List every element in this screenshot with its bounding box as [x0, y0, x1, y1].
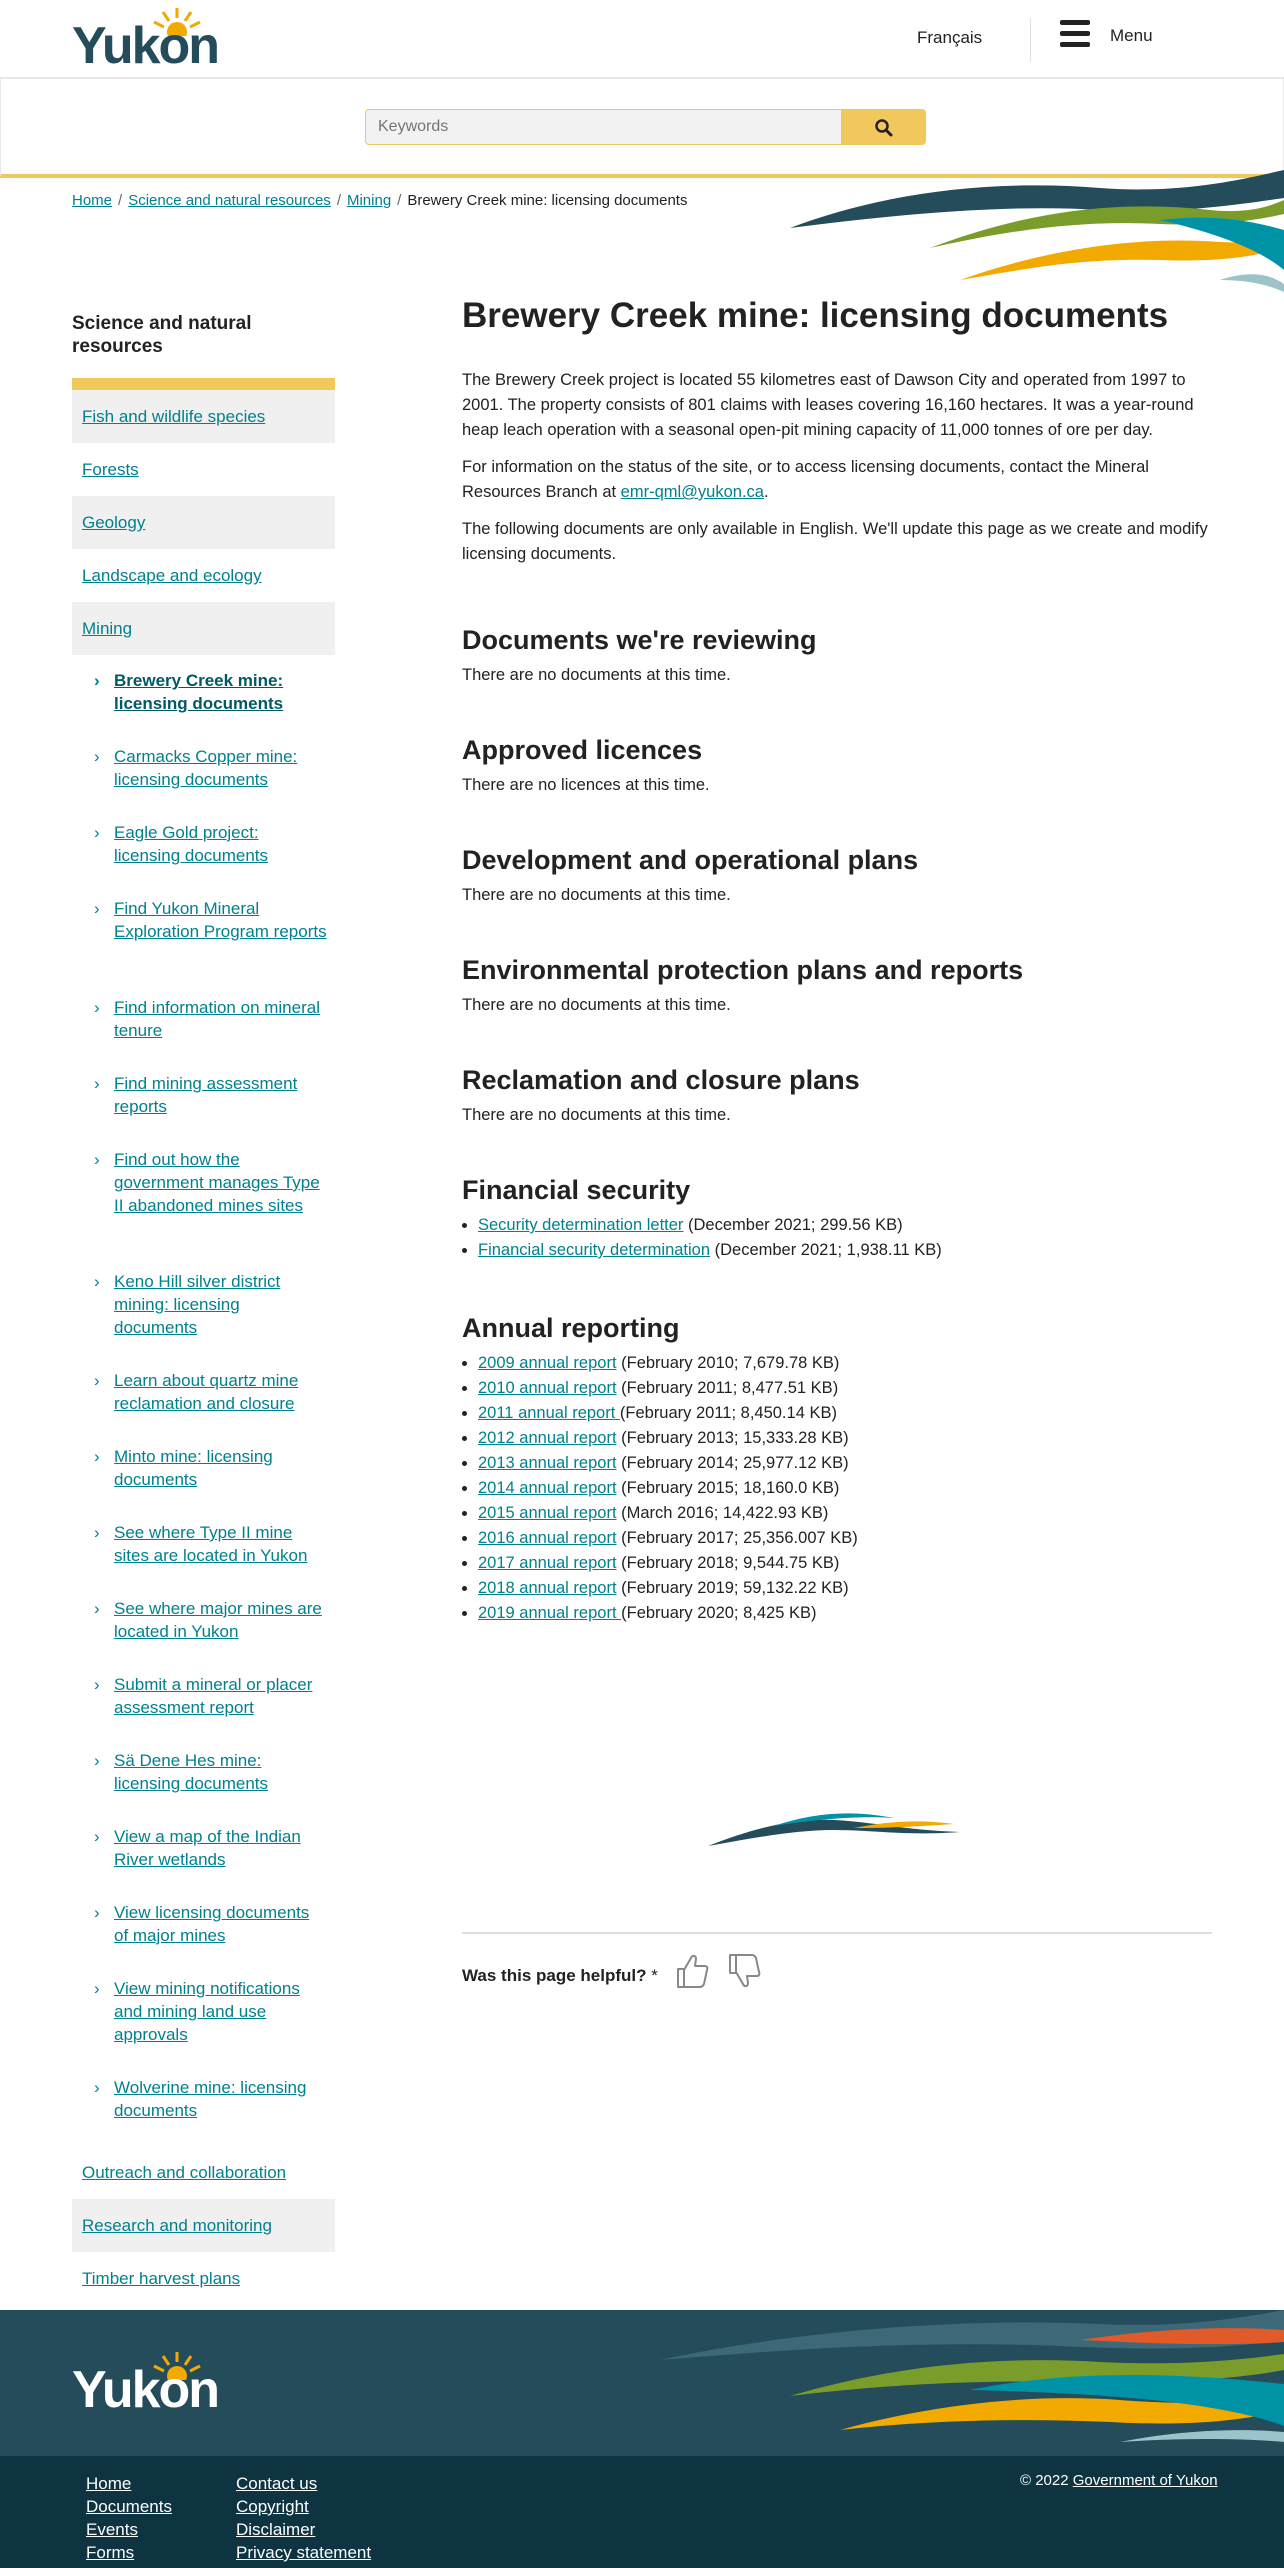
- annual-reporting-heading: Annual reporting: [462, 1313, 680, 1343]
- document-link[interactable]: 2018 annual report: [478, 1579, 617, 1597]
- copyright-notice: © 2022 Government of Yukon: [1020, 2472, 1218, 2489]
- sidebar-subitem[interactable]: › View licensing documents of major mines: [94, 1903, 310, 1945]
- chevron-right-icon: ›: [94, 2078, 100, 2097]
- sidebar-subitem[interactable]: › Keno Hill silver district mining: licensing documents: [94, 1272, 281, 1337]
- chevron-right-icon: ›: [94, 998, 100, 1017]
- decorative-waves-top: [780, 170, 1284, 300]
- sidebar-subitem[interactable]: › Brewery Creek mine: licensing documents: [94, 671, 284, 713]
- footer-bottom: [0, 2456, 1284, 2568]
- list-item: • 2014 annual report (February 2015; 18,160.0 KB): [478, 1476, 1222, 1501]
- footer-link-documents[interactable]: Documents: [86, 2497, 172, 2516]
- intro-paragraph: The Brewery Creek project is located 55 kilometres east of Dawson City and operated from 1997 to 2001. The property consists of 801 claims with leases covering 16,160 hectares. It was a year-round heap leach operation with a seasonal open-pit mining capacity of 11,000 tonnes of ore per day.: [462, 371, 1194, 439]
- footer-links-col2: [236, 2472, 371, 2564]
- chevron-right-icon: ›: [94, 747, 100, 766]
- page-title: Brewery Creek mine: licensing documents: [462, 296, 1169, 335]
- language-toggle-link[interactable]: Français: [917, 28, 983, 47]
- section-text: There are no licences at this time.: [462, 776, 710, 794]
- footer-link-home[interactable]: Home: [86, 2474, 132, 2493]
- contact-email-link[interactable]: emr-qml@yukon.ca: [620, 483, 764, 501]
- section-heading: Approved licences: [462, 735, 703, 765]
- section-heading: Documents we're reviewing: [462, 625, 817, 655]
- sidebar-item-mining[interactable]: Mining: [72, 602, 335, 655]
- breadcrumb-mining[interactable]: Mining: [346, 192, 392, 209]
- english-note-paragraph: The following documents are only available in English. We'll update this page as we create and modify licensing documents.: [462, 520, 1208, 563]
- list-item: • 2010 annual report (February 2011; 8,477.51 KB): [478, 1376, 1222, 1401]
- list-item: • 2017 annual report (February 2018; 9,544.75 KB): [478, 1551, 1222, 1576]
- site-header: [0, 0, 1284, 78]
- footer-link-copyright[interactable]: Copyright: [236, 2497, 309, 2516]
- list-item: • 2012 annual report (February 2013; 15,333.28 KB): [478, 1426, 1222, 1451]
- breadcrumb-science[interactable]: Science and natural resources: [128, 192, 331, 209]
- chevron-right-icon: ›: [94, 1272, 100, 1291]
- document-link[interactable]: 2015 annual report: [478, 1504, 617, 1522]
- sidebar-subitem[interactable]: › Find Yukon Mineral Exploration Program reports: [94, 899, 327, 941]
- chevron-right-icon: ›: [94, 899, 100, 918]
- header-divider: [1030, 18, 1031, 62]
- sidebar-subitem[interactable]: › View a map of the Indian River wetlands: [94, 1827, 301, 1869]
- sidebar-nav: [72, 390, 335, 2305]
- government-link[interactable]: Government of Yukon: [1072, 2472, 1218, 2489]
- document-link[interactable]: Financial security determination: [478, 1241, 711, 1259]
- helpful-question: Was this page helpful? *: [462, 1966, 658, 1985]
- thumbs-down-icon: [726, 1952, 762, 1990]
- sidebar-item-outreach[interactable]: Outreach and collaboration: [82, 2163, 287, 2182]
- list-item: • Security determination letter (December 2021; 299.56 KB): [478, 1213, 1222, 1238]
- document-link[interactable]: 2013 annual report: [478, 1454, 617, 1472]
- sidebar-subitem[interactable]: › Find out how the government manages Type II abandoned mines sites: [94, 1150, 320, 1215]
- chevron-right-icon: ›: [94, 1599, 100, 1618]
- chevron-right-icon: ›: [94, 1675, 100, 1694]
- list-item: • 2019 annual report (February 2020; 8,425 KB): [478, 1601, 1222, 1626]
- list-item: • Financial security determination (December 2021; 1,938.11 KB): [478, 1238, 1222, 1263]
- sidebar-subitem[interactable]: › Find information on mineral tenure: [94, 998, 320, 1040]
- sidebar-subitem[interactable]: › See where major mines are located in Yukon: [94, 1599, 322, 1641]
- thumbs-down-button[interactable]: [726, 1952, 762, 1990]
- chevron-right-icon: ›: [94, 1751, 100, 1770]
- search-band: [0, 78, 1284, 178]
- section-text: There are no documents at this time.: [462, 1106, 731, 1124]
- chevron-right-icon: ›: [94, 1447, 100, 1466]
- sidebar-subitem[interactable]: › Wolverine mine: licensing documents: [94, 2078, 307, 2120]
- document-link[interactable]: 2009 annual report: [478, 1354, 617, 1372]
- main-content: [462, 290, 1222, 1626]
- chevron-right-icon: ›: [94, 1827, 100, 1846]
- chevron-right-icon: ›: [94, 1903, 100, 1922]
- section-heading: Environmental protection plans and reports: [462, 955, 1024, 985]
- thumbs-up-icon: [674, 1952, 710, 1990]
- section-text: There are no documents at this time.: [462, 666, 731, 684]
- list-item: • 2015 annual report (March 2016; 14,422.93 KB): [478, 1501, 1222, 1526]
- sidebar-subitem[interactable]: › Find mining assessment reports: [94, 1074, 298, 1116]
- chevron-right-icon: ›: [94, 1371, 100, 1390]
- document-link[interactable]: 2010 annual report: [478, 1379, 617, 1397]
- document-link[interactable]: Security determination letter: [478, 1216, 684, 1234]
- list-item: • 2016 annual report (February 2017; 25,356.007 KB): [478, 1526, 1222, 1551]
- document-link[interactable]: 2011 annual report: [478, 1404, 620, 1422]
- document-link[interactable]: 2012 annual report: [478, 1429, 617, 1447]
- chevron-right-icon: ›: [94, 823, 100, 842]
- sidebar-subitem[interactable]: › Sä Dene Hes mine: licensing documents: [94, 1751, 269, 1793]
- sidebar-item-landscape[interactable]: Landscape and ecology: [82, 566, 262, 585]
- sidebar-subitem[interactable]: › Eagle Gold project: licensing documents: [94, 823, 269, 865]
- sidebar-title: Science and natural resources: [72, 313, 252, 357]
- sidebar-item-geology[interactable]: Geology: [72, 496, 335, 549]
- feedback-divider: [462, 1932, 1212, 1934]
- financial-docs-list: [462, 1213, 1222, 1263]
- document-link[interactable]: 2016 annual report: [478, 1529, 617, 1547]
- breadcrumb: Home / Science and natural resources / Mining / Brewery Creek mine: licensing documents: [72, 192, 688, 209]
- list-item: • 2013 annual report (February 2014; 25,977.12 KB): [478, 1451, 1222, 1476]
- sidebar-item-research[interactable]: Research and monitoring: [72, 2199, 335, 2252]
- document-link[interactable]: 2017 annual report: [478, 1554, 617, 1572]
- footer-logo-wordmark: Yukon: [72, 2361, 219, 2419]
- section-heading: Reclamation and closure plans: [462, 1065, 860, 1095]
- sidebar-subitem[interactable]: › Submit a mineral or placer assessment report: [94, 1675, 313, 1717]
- sidebar-subitem[interactable]: › Minto mine: licensing documents: [94, 1447, 273, 1489]
- thumbs-up-button[interactable]: [674, 1952, 710, 1990]
- breadcrumb-home[interactable]: Home: [72, 192, 113, 209]
- footer-link-privacy[interactable]: Privacy statement: [236, 2543, 372, 2562]
- footer-link-contact[interactable]: Contact us: [236, 2474, 318, 2493]
- sidebar-subitem[interactable]: › Carmacks Copper mine: licensing documents: [94, 747, 298, 789]
- financial-security-heading: Financial security: [462, 1175, 691, 1205]
- chevron-right-icon: ›: [94, 1074, 100, 1093]
- sidebar-subitem[interactable]: › View mining notifications and mining land use approvals: [94, 1979, 300, 2044]
- chevron-right-icon: ›: [94, 1150, 100, 1169]
- footer-link-forms[interactable]: Forms: [86, 2543, 135, 2562]
- footer-top: [0, 2310, 1284, 2456]
- section-text: There are no documents at this time.: [462, 996, 731, 1014]
- footer-links-col1: [86, 2472, 172, 2564]
- document-link[interactable]: 2019 annual report: [478, 1604, 622, 1622]
- chevron-right-icon: ›: [94, 1979, 100, 1998]
- footer-yukon-logo[interactable]: [72, 2350, 232, 2419]
- section-text: There are no documents at this time.: [462, 886, 731, 904]
- footer-decorative-waves: [640, 2310, 1284, 2456]
- document-link[interactable]: 2014 annual report: [478, 1479, 617, 1497]
- list-item: • 2009 annual report (February 2010; 7,679.78 KB): [478, 1351, 1222, 1376]
- sidebar-subitem[interactable]: › See where Type II mine sites are located in Yukon: [94, 1523, 308, 1565]
- sidebar-item-forests[interactable]: Forests: [82, 460, 139, 479]
- breadcrumb-current: Brewery Creek mine: licensing documents: [407, 192, 688, 209]
- annual-docs-list: [462, 1351, 1222, 1626]
- contact-paragraph: For information on the status of the site, or to access licensing documents, contact the Mineral Resources Branch at emr-qml@yukon.ca.: [462, 458, 1149, 501]
- search-input[interactable]: [365, 109, 843, 145]
- search-icon: [874, 118, 894, 138]
- footer-link-events[interactable]: Events: [86, 2520, 138, 2539]
- chevron-right-icon: ›: [94, 1523, 100, 1542]
- menu-button[interactable]: [1060, 18, 1170, 54]
- sidebar-subitem[interactable]: › Learn about quartz mine reclamation and closure: [94, 1371, 299, 1413]
- decorative-wave-divider: [704, 1808, 964, 1852]
- search-button[interactable]: [841, 109, 926, 145]
- menu-label: Menu: [1110, 26, 1153, 45]
- sidebar-item-fish-wildlife[interactable]: Fish and wildlife species: [72, 390, 335, 443]
- hamburger-icon: [1060, 20, 1090, 50]
- logo-wordmark: Yukon: [72, 17, 219, 75]
- sidebar-item-timber[interactable]: Timber harvest plans: [82, 2269, 241, 2288]
- list-item: • 2011 annual report (February 2011; 8,450.14 KB): [478, 1401, 1222, 1426]
- yukon-logo[interactable]: [72, 6, 232, 75]
- sidebar-accent-bar: [72, 378, 335, 390]
- footer-link-disclaimer[interactable]: Disclaimer: [236, 2520, 316, 2539]
- chevron-right-icon: ›: [94, 671, 100, 690]
- section-heading: Development and operational plans: [462, 845, 919, 875]
- list-item: • 2018 annual report (February 2019; 59,132.22 KB): [478, 1576, 1222, 1601]
